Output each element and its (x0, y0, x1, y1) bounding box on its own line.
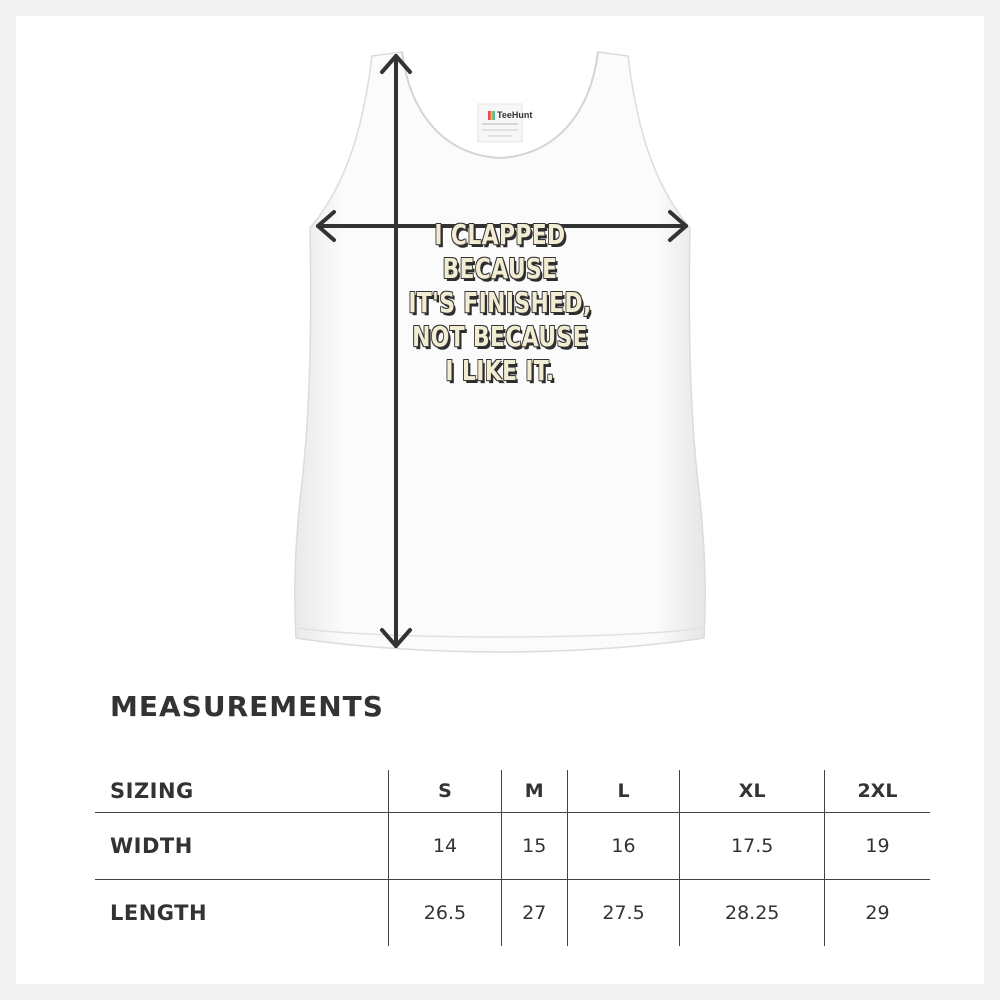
table-cell: 19 (824, 813, 930, 880)
size-l: L (567, 770, 680, 813)
table-cell: 14 (389, 813, 502, 880)
table-cell: 28.25 (680, 880, 824, 947)
brand-label (488, 110, 532, 120)
table-cell: 27.5 (567, 880, 680, 947)
row-label-length: LENGTH (110, 901, 208, 925)
brand-logo-icon (488, 111, 495, 120)
table-row-length (95, 880, 930, 947)
table-row-width (95, 813, 930, 880)
brand-name: TeeHunt (497, 110, 533, 120)
shirt-print (383, 218, 617, 388)
table-cell: 15 (501, 813, 567, 880)
print-line-2: IT'S FINISHED, (408, 286, 592, 319)
print-line-3: NOT BECAUSE (412, 320, 588, 353)
sizing-header: SIZING (95, 770, 389, 813)
table-cell: 16 (567, 813, 680, 880)
table-cell: 29 (824, 880, 930, 947)
table-cell: 27 (501, 880, 567, 947)
size-2xl: 2XL (824, 770, 930, 813)
row-label-width: WIDTH (95, 813, 389, 880)
table-cell: 26.5 (389, 880, 502, 947)
size-m: M (501, 770, 567, 813)
measurements-title: MEASUREMENTS (110, 690, 384, 723)
size-s: S (389, 770, 502, 813)
table-header-row (95, 770, 930, 813)
size-chart-table (95, 770, 930, 946)
size-xl: XL (680, 770, 824, 813)
print-line-1: I CLAPPED BECAUSE (434, 218, 566, 285)
print-line-4: I LIKE IT. (445, 354, 555, 387)
table-cell: 17.5 (680, 813, 824, 880)
